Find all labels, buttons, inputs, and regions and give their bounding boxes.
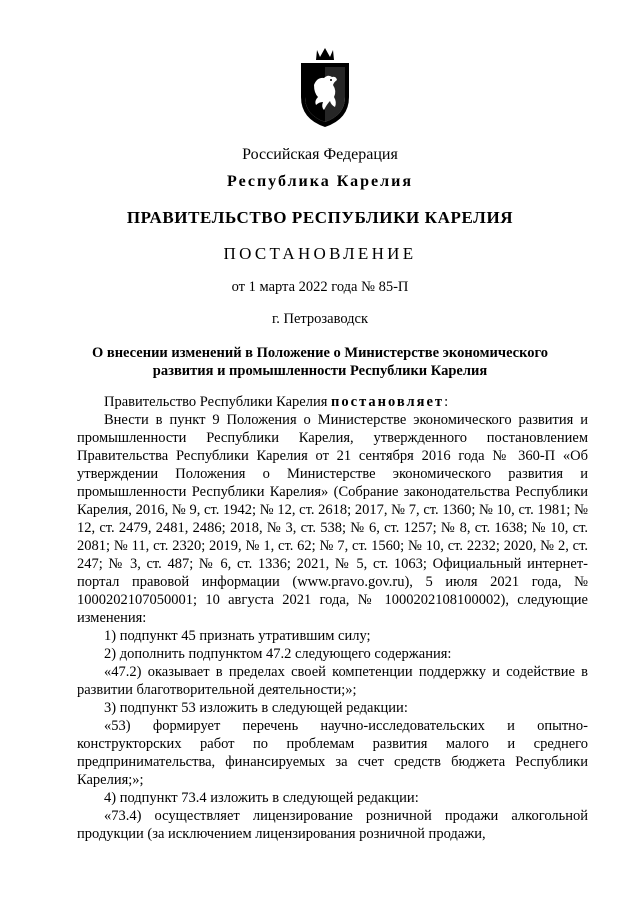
resolves-word: постановляет bbox=[331, 394, 445, 410]
intro-paragraph: Правительство Республики Карелия постановляет: bbox=[104, 394, 449, 410]
document-title bbox=[90, 344, 550, 380]
paragraph-quote-53: «53) формирует перечень научно-исследовательских и опытно-конструкторских работ по проблемам развития малого и среднего предпринимательства, финансируемых за счет средств бюджета Республики Карелия;»; bbox=[77, 718, 588, 788]
paragraph-quote-73-4: «73.4) осуществляет лицензирование розничной продажи алкогольной продукции (за исключением лицензирования розничной продажи, bbox=[77, 808, 588, 842]
paragraph-quote-47-2: «47.2) оказывает в пределах своей компетенции поддержку и содействие в развитии благотворительной деятельности;»; bbox=[77, 664, 588, 698]
government-name: ПРАВИТЕЛЬСТВО РЕСПУБЛИКИ КАРЕЛИЯ bbox=[126, 208, 514, 227]
paragraph-item-1: 1) подпункт 45 признать утратившим силу; bbox=[104, 628, 371, 644]
paragraph-item-3: 3) подпункт 53 изложить в следующей редакции: bbox=[104, 700, 408, 716]
karelia-coat-of-arms-icon bbox=[297, 47, 353, 129]
paragraph-main: Внести в пункт 9 Положения о Министерстве экономического развития и промышленности Республики Карелия, утвержденного постановлением Правительства Республики Карелия от 21 сентября 2016 года № 360-П «Об утверждении Положения о Министерстве экономического развития и промышленности Республики Карелия» (Собрание законодательства Республики Карелия, 2016, № 9, ст. 1942; № 12, ст. 2618; 2017, № 7, ст. 1360; № 10, ст. 1981; № 12, ст. 2479, 2481, 2486; 2018, № 3, ст. 538; № 6, ст. 1257; № 8, ст. 1638; № 10, ст. 2081; № 11, ст. 2320; 2019, № 1, ст. 62; № 7, ст. 1560; № 10, ст. 2232; 2020, № 2, ст. 247; № 3, ст. 487; № 6, ст. 1336; 2021, № 5, ст. 1063; Официальный интернет-портал правовой информации (www.pravo.gov.ru), 5 июля 2021 года, № 1000202107050001; 10 августа 2021 года, № 1000202108100002), следующие изменения: bbox=[77, 412, 588, 626]
title-line: развития и промышленности Республики Карелия bbox=[152, 363, 488, 379]
republic-name: Республика Карелия bbox=[227, 173, 413, 190]
title-line: О внесении изменений в Положение о Министерстве экономического bbox=[91, 345, 549, 361]
document-type: ПОСТАНОВЛЕНИЕ bbox=[223, 244, 417, 263]
city: г. Петрозаводск bbox=[271, 311, 369, 327]
paragraph-item-2: 2) дополнить подпунктом 47.2 следующего содержания: bbox=[104, 646, 452, 662]
document-body bbox=[77, 393, 588, 843]
date-and-number: от 1 марта 2022 года № 85-П bbox=[231, 279, 409, 295]
country-name: Российская Федерация bbox=[242, 146, 398, 163]
paragraph-item-4: 4) подпункт 73.4 изложить в следующей редакции: bbox=[104, 790, 419, 806]
